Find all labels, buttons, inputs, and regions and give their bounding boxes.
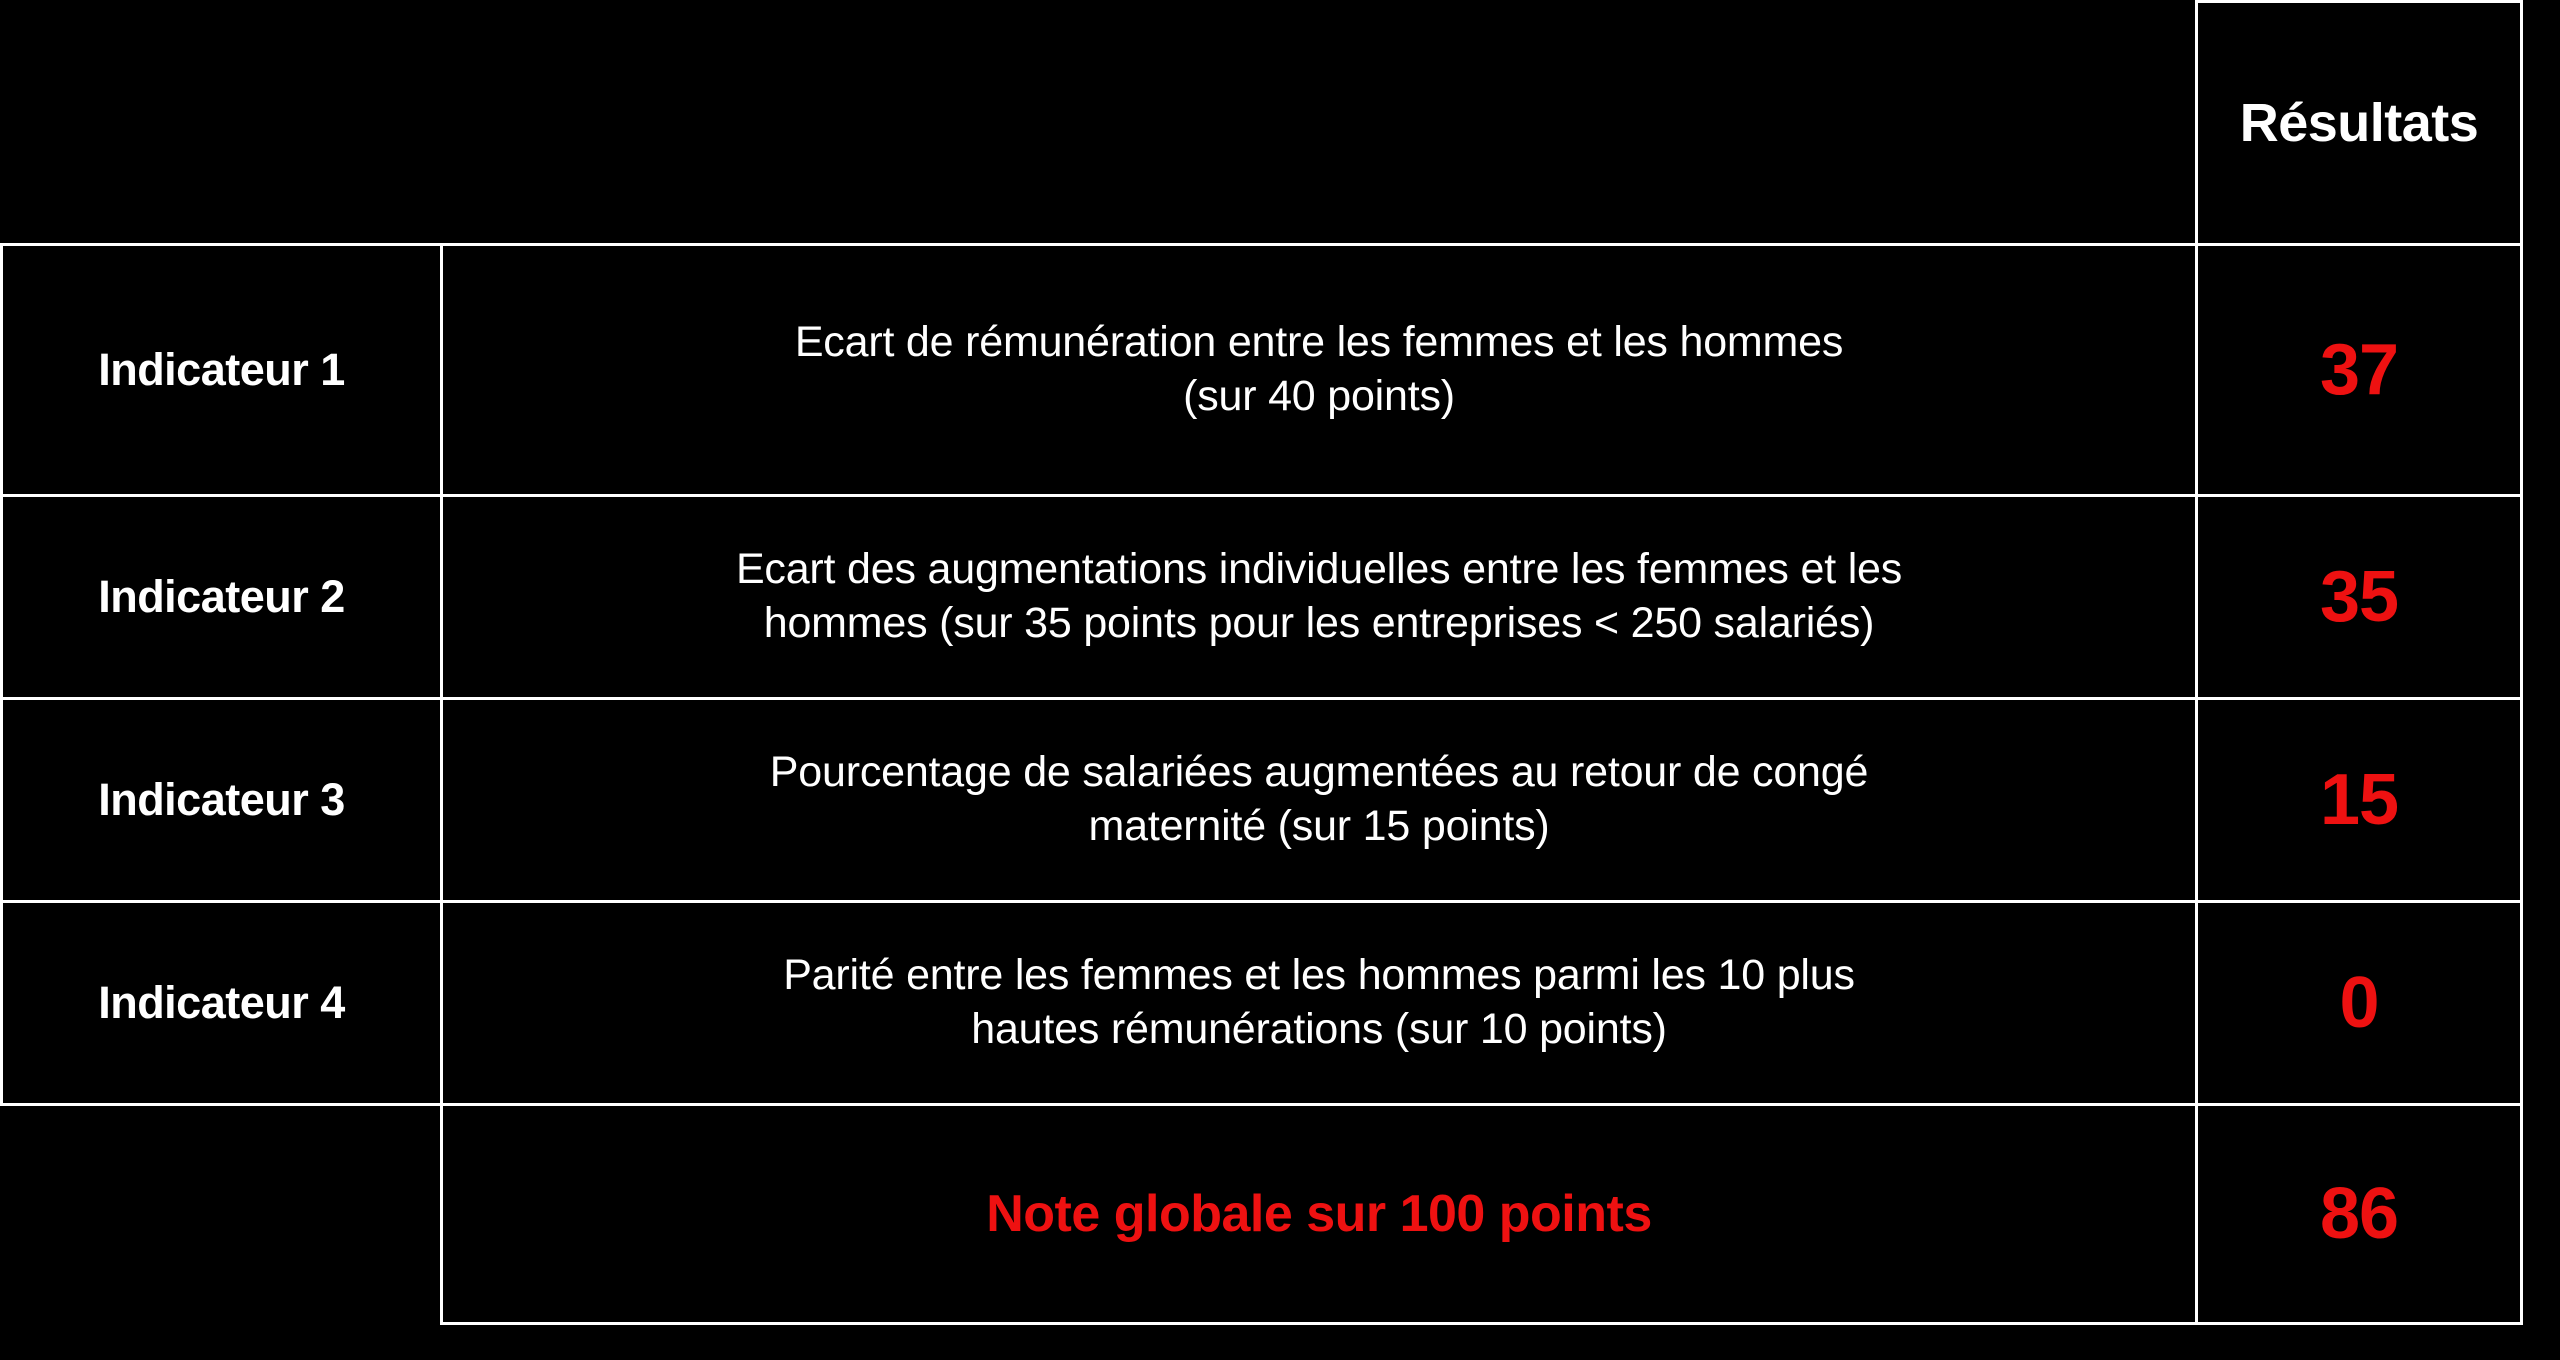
table-row	[2, 496, 2522, 699]
indicator-2-description-cell	[442, 496, 2197, 699]
indicator-3-description-cell	[442, 699, 2197, 902]
indicator-3-result: 15	[2319, 760, 2399, 840]
indicator-2-description	[443, 537, 2195, 657]
indicator-3-description-line1: Pourcentage de salariées augmentées au retour de congé	[769, 748, 1869, 797]
indicator-2-description-line1: Ecart des augmentations individuelles entre les femmes et les	[735, 545, 1903, 594]
indicator-2-description-line2: hommes (sur 35 points pour les entreprises < 250 salariés)	[763, 599, 1875, 647]
indicator-2-label: Indicateur 2	[98, 571, 345, 622]
indicator-2-label-cell	[2, 496, 442, 699]
indicator-2-result: 35	[2319, 557, 2399, 637]
indicator-1-result-cell	[2197, 245, 2522, 496]
indicator-4-result: 0	[2339, 963, 2379, 1043]
total-label-cell	[442, 1105, 2197, 1324]
indicator-1-result: 37	[2319, 330, 2399, 410]
indicator-2-result-cell	[2197, 496, 2522, 699]
table-row	[2, 902, 2522, 1105]
indicator-4-result-cell	[2197, 902, 2522, 1105]
indicator-3-label-cell	[2, 699, 442, 902]
indicator-1-description-cell	[442, 245, 2197, 496]
indicator-1-description	[443, 310, 2195, 430]
header-results-cell	[2197, 2, 2522, 245]
total-score-label: Note globale sur 100 points	[986, 1185, 1652, 1243]
indicator-3-label: Indicateur 3	[98, 774, 345, 825]
indicator-3-description-line2: maternité (sur 15 points)	[1088, 802, 1550, 850]
indicator-4-description	[443, 943, 2195, 1063]
table-total-row	[2, 1105, 2522, 1324]
indicator-3-description	[443, 740, 2195, 860]
indicator-3-result-cell	[2197, 699, 2522, 902]
indicator-1-description-line2: (sur 40 points)	[1183, 372, 1455, 420]
indicator-1-description-line1: Ecart de rémunération entre les femmes et les hommes	[794, 318, 1844, 367]
total-blank-label-cell	[2, 1105, 442, 1324]
table-row	[2, 699, 2522, 902]
indicator-1-label: Indicateur 1	[98, 344, 345, 395]
indicator-4-label: Indicateur 4	[98, 977, 345, 1028]
indicator-1-label-cell	[2, 245, 442, 496]
header-blank-description-cell	[442, 2, 2197, 245]
header-blank-label-cell	[2, 2, 442, 245]
total-score-value: 86	[2319, 1174, 2399, 1254]
table-header-row	[2, 2, 2522, 245]
indicator-4-description-cell	[442, 902, 2197, 1105]
table-row	[2, 245, 2522, 496]
indicator-4-description-line1: Parité entre les femmes et les hommes parmi les 10 plus	[783, 951, 1855, 1000]
indicator-4-label-cell	[2, 902, 442, 1105]
indicator-4-description-line2: hautes rémunérations (sur 10 points)	[971, 1005, 1667, 1053]
total-result-cell	[2197, 1105, 2522, 1324]
results-column-header: Résultats	[2239, 93, 2479, 153]
